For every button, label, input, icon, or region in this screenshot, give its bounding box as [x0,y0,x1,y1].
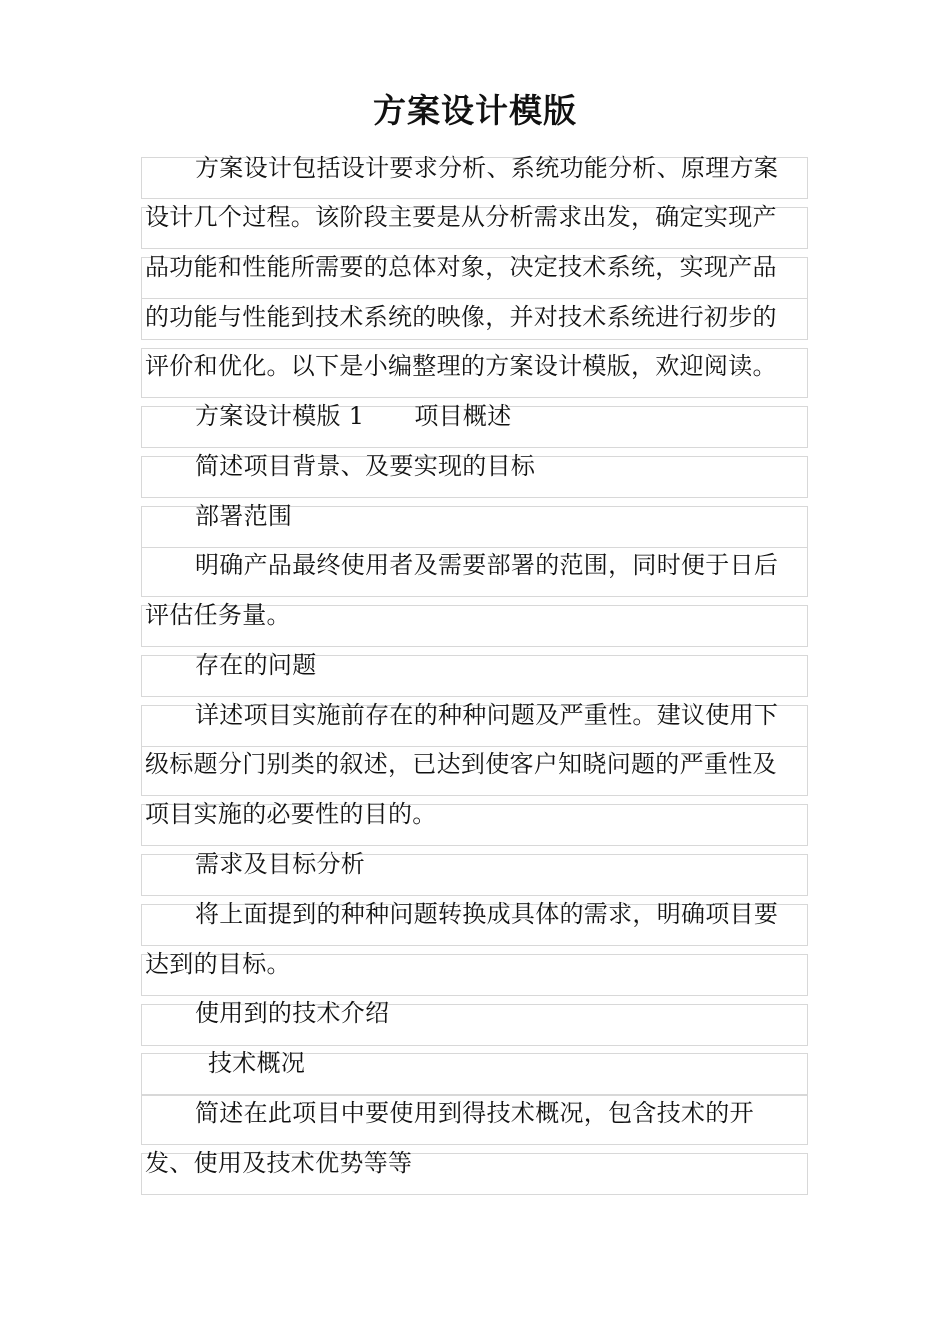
template-heading: 方案设计模版 1 [195,402,365,430]
scope-line: 评估任务量。 [145,601,291,629]
problems-line: 项目实施的必要性的目的。 [145,800,437,828]
requirements-line: 达到的目标。 [145,950,291,978]
problems-line: 详述项目实施前存在的种种问题及严重性。建议使用下 [195,701,779,729]
section-scope: 部署范围 [195,502,293,530]
intro-line: 品功能和性能所需要的总体对象，决定技术系统，实现产品 [145,253,777,281]
intro-line: 方案设计包括设计要求分析、系统功能分析、原理方案 [195,154,779,182]
intro-line: 设计几个过程。该阶段主要是从分析需求出发，确定实现产 [145,203,777,231]
document-title: 方案设计模版 [373,91,577,130]
tech-line: 简述在此项目中要使用到得技术概况，包含技术的开 [195,1099,754,1127]
template-heading-line [195,401,512,431]
section-overview: 项目概述 [414,402,512,430]
section-tech: 使用到的技术介绍 [195,999,390,1027]
section-requirements: 需求及目标分析 [195,850,366,878]
subsection-tech-overview: 技术概况 [208,1049,306,1077]
requirements-line: 将上面提到的种种问题转换成具体的需求，明确项目要 [195,900,779,928]
intro-line: 的功能与性能到技术系统的映像，并对技术系统进行初步的 [145,303,777,331]
problems-line: 级标题分门别类的叙述，已达到使客户知晓问题的严重性及 [145,750,777,778]
section-problems: 存在的问题 [195,651,317,679]
intro-line: 评价和优化。以下是小编整理的方案设计模版，欢迎阅读。 [145,352,777,380]
scope-line: 明确产品最终使用者及需要部署的范围，同时便于日后 [195,551,779,579]
overview-text: 简述项目背景、及要实现的目标 [195,452,536,480]
tech-line: 发、使用及技术优势等等 [145,1149,413,1177]
